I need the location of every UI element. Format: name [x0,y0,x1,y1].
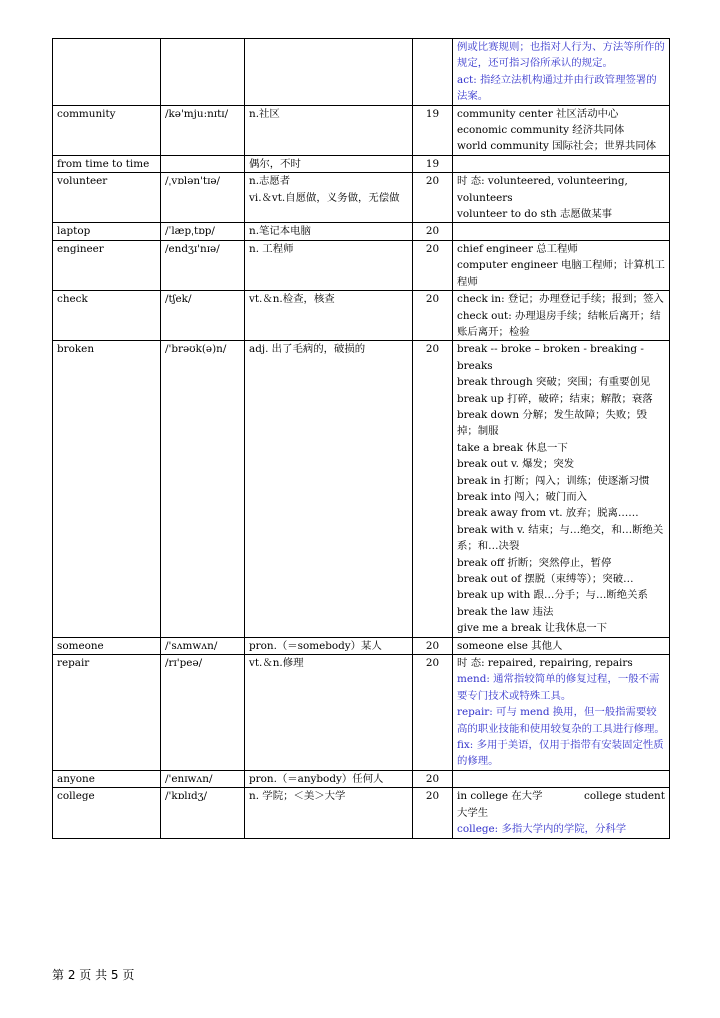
phonetic-cell: /endʒɪ'nɪə/ [161,240,245,290]
word-cell: from time to time [53,155,161,172]
usage-note: break the law 违法 [457,605,554,618]
usage-note: break up 打碎，破碎；结束；解散；衰落 [457,392,653,405]
page-ref-cell: 20 [413,291,453,341]
meaning-cell: vt.＆n.修理 [245,655,413,771]
usage-note: act: 指经立法机构通过并由行政管理签署的法案。 [457,73,657,103]
usage-note: break with v. 结束；与…绝交，和…断绝关系；和…决裂 [457,523,664,553]
vocab-row [53,173,670,223]
word-cell: laptop [53,223,161,240]
vocab-row [53,155,670,172]
usage-note: in college 在大学 college student 大学生 [457,790,665,819]
usage-note: mend: 通常指较简单的修复过程，一般不需要专门技术或特殊工具。 [457,673,660,702]
phonetic-cell: /ˌvɒlən'tɪə/ [161,173,245,223]
meaning-cell: 偶尔，不时 [245,155,413,172]
phonetic-cell: /tʃek/ [161,291,245,341]
usage-note: check in: 登记；办理登记手续；报到；签入 [457,293,664,306]
word-cell: anyone [53,770,161,787]
page-ref-cell: 20 [413,173,453,223]
notes-cell [453,155,670,172]
notes-cell [453,291,670,341]
usage-note: break up with 跟…分手；与…断绝关系 [457,589,648,602]
usage-note: break off 折断；突然停止，暂停 [457,556,612,569]
word-cell: broken [53,341,161,637]
usage-note: break -- broke – broken - breaking - breaks [457,343,644,372]
notes-cell [453,223,670,240]
usage-note: world community 国际社会；世界共同体 [457,140,657,153]
vocab-row [53,788,670,838]
usage-note: break down 分解；发生故障；失败；毁掉；制服 [457,408,648,438]
word-cell: community [53,105,161,155]
notes-cell [453,105,670,155]
meaning-cell: n.笔记本电脑 [245,223,413,240]
vocab-row [53,341,670,637]
vocab-row [53,770,670,787]
vocab-row [53,105,670,155]
usage-note: 时 态: repaired, repairing, repairs [457,657,633,670]
word-cell: engineer [53,240,161,290]
vocab-row [53,655,670,771]
usage-note: break out of 摆脱（束缚等）；突破… [457,573,634,585]
phonetic-cell: /'kɒlɪdʒ/ [161,788,245,838]
meaning-cell: pron.（＝somebody）某人 [245,637,413,654]
word-cell: volunteer [53,173,161,223]
word-cell: check [53,291,161,341]
vocabulary-table [52,38,670,839]
vocab-row [53,223,670,240]
notes-cell [453,770,670,787]
usage-note: break away from vt. 放弃；脱离…… [457,507,639,520]
usage-note: 时 态: volunteered, volunteering, volunteers [457,175,628,204]
page-ref-cell: 20 [413,240,453,290]
notes-cell [453,173,670,223]
page-ref-cell: 20 [413,770,453,787]
phonetic-cell: /ˈlæpˌtɒp/ [161,223,245,240]
notes-cell [453,655,670,771]
phonetic-cell: /'sʌmwʌn/ [161,637,245,654]
page-ref-cell: 20 [413,788,453,838]
notes-cell [453,240,670,290]
word-cell [53,39,161,106]
usage-note: repair: 可与 mend 换用，但一般指需要较高的职业技能和使用较复杂的工具进行修理。 [457,706,665,735]
notes-cell [453,39,670,106]
usage-note: break out v. 爆发；突发 [457,458,575,471]
vocab-row [53,637,670,654]
page-ref-cell: 20 [413,223,453,240]
notes-cell [453,788,670,838]
page-ref-cell: 19 [413,155,453,172]
usage-note: chief engineer 总工程师 [457,242,578,255]
notes-cell [453,637,670,654]
page-ref-cell: 19 [413,105,453,155]
page-ref-cell [413,39,453,106]
vocab-row [53,291,670,341]
phonetic-cell [161,39,245,106]
usage-note: economic community 经济共同体 [457,124,625,137]
meaning-cell: adj. 出了毛病的，破损的 [245,341,413,637]
usage-note: give me a break 让我休息一下 [457,622,608,635]
usage-note: take a break 休息一下 [457,441,568,454]
usage-note: community center 社区活动中心 [457,107,619,120]
usage-note: break in 打断；闯入；训练；使逐渐习惯 [457,474,650,487]
meaning-cell: n. 工程师 [245,240,413,290]
page-ref-cell: 20 [413,655,453,771]
meaning-cell: n. 学院；＜美＞大学 [245,788,413,838]
phonetic-cell: /kə'mju:nɪtɪ/ [161,105,245,155]
vocabulary-table-body [53,39,670,839]
page-ref-cell: 20 [413,341,453,637]
phonetic-cell [161,155,245,172]
usage-note: college: 多指大学内的学院，分科学 [457,823,627,836]
meaning-cell: n.社区 [245,105,413,155]
word-cell: someone [53,637,161,654]
phonetic-cell: /'enɪwʌn/ [161,770,245,787]
usage-note: fix: 多用于美语，仅用于指带有安装固定性质的修理。 [457,739,664,768]
word-cell: repair [53,655,161,771]
usage-note: volunteer to do sth 志愿做某事 [457,208,612,221]
usage-note: computer engineer 电脑工程师；计算机工程师 [457,259,665,288]
meaning-cell [245,39,413,106]
meaning-cell: vt.＆n.检查，核查 [245,291,413,341]
usage-note: someone else 其他人 [457,639,563,652]
usage-note: break into 闯入；破门而入 [457,490,588,503]
notes-cell [453,341,670,637]
page-number-footer: 第 2 页 共 5 页 [52,968,135,982]
usage-note: break through 突破；突围；有重要创见 [457,376,651,389]
vocab-row [53,240,670,290]
word-cell: college [53,788,161,838]
phonetic-cell: /rɪ'peə/ [161,655,245,771]
usage-note: 例或比赛规则；也指对人行为、方法等所作的规定，还可指习俗所承认的规定。 [457,41,665,70]
usage-note: check out: 办理退房手续；结帐后离开；结账后离开；检验 [457,309,661,338]
phonetic-cell: /'brəʊk(ə)n/ [161,341,245,637]
meaning-cell: n.志愿者 vi.＆vt.自愿做，义务做，无偿做 [245,173,413,223]
meaning-cell: pron.（＝anybody）任何人 [245,770,413,787]
page-ref-cell: 20 [413,637,453,654]
vocab-row [53,39,670,106]
